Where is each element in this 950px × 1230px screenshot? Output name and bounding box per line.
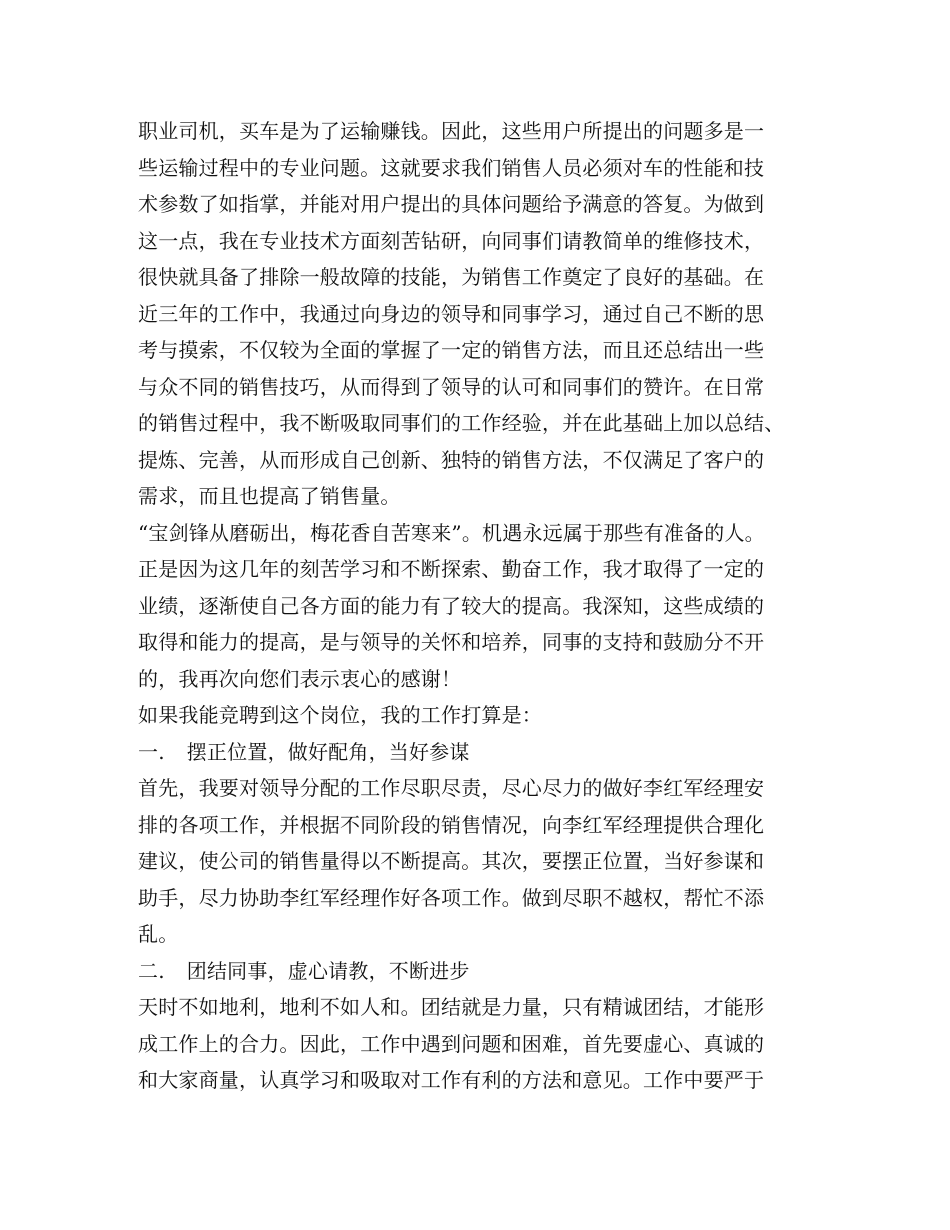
text-line: 与众不同的销售技巧，从而得到了领导的认可和同事们的赞许。在日常 <box>138 374 765 399</box>
document-body <box>138 113 828 1099</box>
text-line: 取得和能力的提高，是与领导的关怀和培养，同事的支持和鼓励分不开 <box>138 630 765 654</box>
text-line: 的，我再次向您们表示衷心的感谢！ <box>138 666 462 691</box>
text-line: 考与摸索，不仅较为全面的掌握了一定的销售方法，而且还总结出一些 <box>138 338 765 362</box>
section-heading-2 <box>138 953 828 990</box>
section-title: 团结同事，虚心请教，不断进步 <box>186 958 470 983</box>
text-line: 些运输过程中的专业问题。这就要求我们销售人员必须对车的性能和技 <box>138 155 765 180</box>
section-heading-1 <box>138 734 828 771</box>
text-line: 排的各项工作，并根据不同阶段的销售情况，向李红军经理提供合理化 <box>138 812 765 837</box>
text-line: 和大家商量，认真学习和吸取对工作有利的方法和意见。工作中要严于 <box>138 1068 765 1092</box>
text-line: 术参数了如指掌，并能对用户提出的具体问题给予满意的答复。为做到 <box>138 192 765 216</box>
text-line: 这一点，我在专业技术方面刻苦钻研，向同事们请教简单的维修技术， <box>138 228 765 253</box>
quote-line: “宝剑锋从磨砺出，梅花香自苦寒来”。机遇永远属于那些有准备的人。 <box>138 520 765 545</box>
text-line: 业绩，逐渐使自己各方面的能力有了较大的提高。我深知，这些成绩的 <box>138 593 765 618</box>
text-line: 正是因为这几年的刻苦学习和不断探索、勤奋工作，我才取得了一定的 <box>138 557 765 581</box>
text-line: 乱。 <box>138 922 179 946</box>
section-number: 一. <box>138 739 165 764</box>
text-line: 提炼、完善，从而形成自己创新、独特的销售方法，不仅满足了客户的 <box>138 447 765 472</box>
section-title: 摆正位置，做好配角，当好参谋 <box>186 739 470 764</box>
text-line: 如果我能竞聘到这个岗位，我的工作打算是： <box>138 703 542 727</box>
text-line: 职业司机，买车是为了运输赚钱。因此，这些用户所提出的问题多是一 <box>138 119 765 143</box>
section-number: 二. <box>138 958 165 983</box>
text-line: 成工作上的合力。因此，工作中遇到问题和困难，首先要虚心、真诚的 <box>138 1031 765 1056</box>
text-line: 建议，使公司的销售量得以不断提高。其次，要摆正位置，当好参谋和 <box>138 849 765 873</box>
text-line: 近三年的工作中，我通过向身边的领导和同事学习，通过自己不断的思 <box>138 301 765 326</box>
text-line: 很快就具备了排除一般故障的技能，为销售工作奠定了良好的基础。在 <box>138 265 765 289</box>
text-line: 需求，而且也提高了销售量。 <box>138 484 401 508</box>
text-line: 的销售过程中，我不断吸取同事们的工作经验，并在此基础上加以总结、 <box>138 411 785 435</box>
text-line: 助手，尽力协助李红军经理作好各项工作。做到尽职不越权，帮忙不添 <box>138 885 765 910</box>
text-line: 天时不如地利，地利不如人和。团结就是力量，只有精诚团结，才能形 <box>138 995 765 1019</box>
text-line: 首先，我要对领导分配的工作尽职尽责，尽心尽力的做好李红军经理安 <box>138 776 765 800</box>
